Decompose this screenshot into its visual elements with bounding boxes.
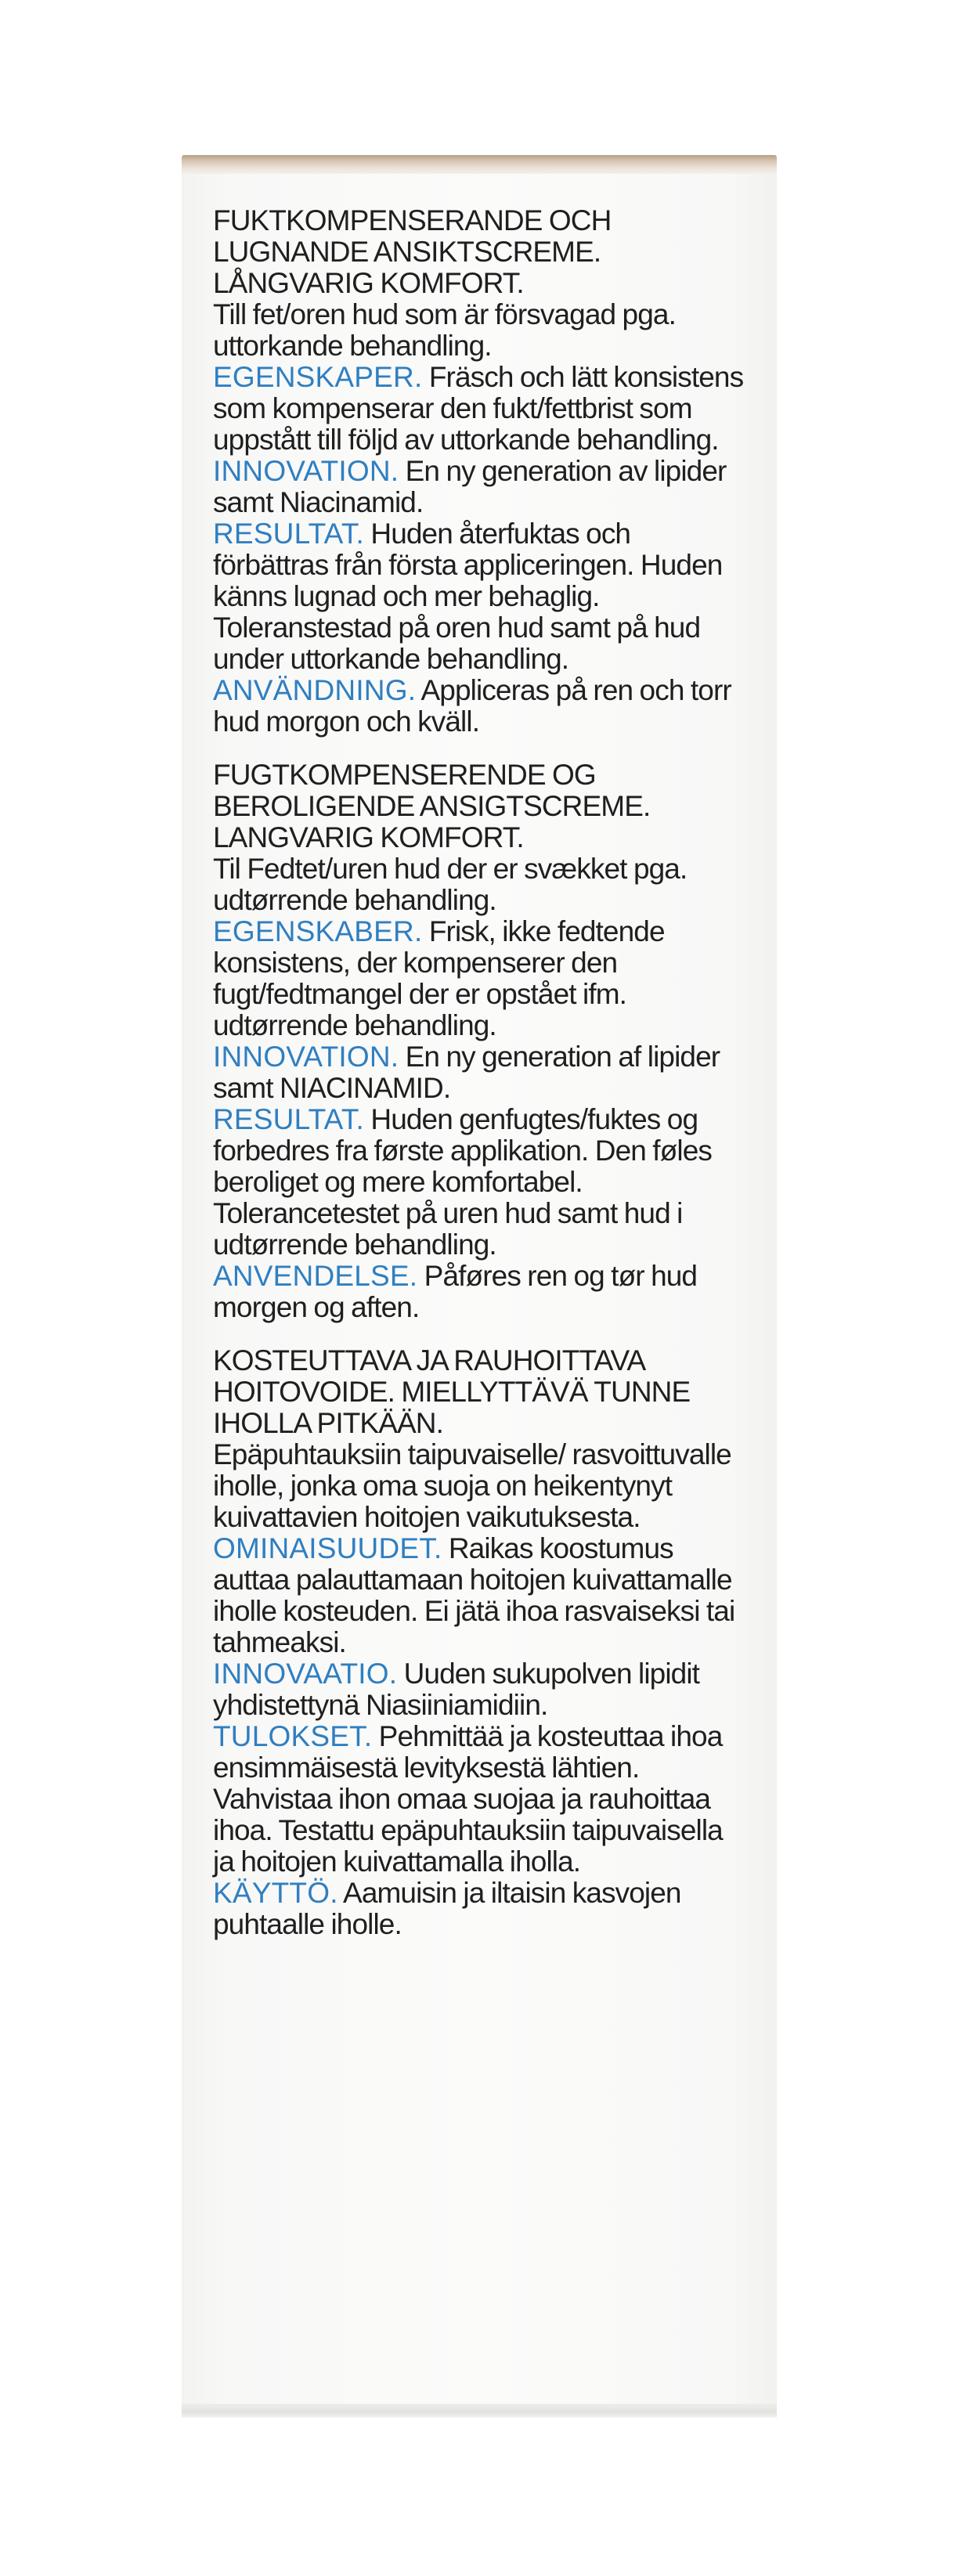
properties-label: EGENSKAPER. [213, 361, 423, 393]
results-paragraph [213, 518, 745, 675]
properties-text: Raikas koostumus auttaa palauttamaan hoitojen kuivattamalle iholle kosteuden. Ei jätä ihoa rasvaiseksi tai tahmeaksi. [213, 1532, 735, 1658]
innovation-label: INNOVATION. [213, 1041, 399, 1073]
properties-text: Frisk, ikke fedtende konsistens, der kompenserer den fugt/fedtmangel der er opstået ifm. udtørrende behandling. [213, 915, 665, 1041]
usage-paragraph [213, 675, 745, 738]
section-swedish [213, 205, 745, 738]
usage-paragraph [213, 1878, 745, 1940]
innovation-label: INNOVATION. [213, 455, 399, 487]
usage-label: ANVENDELSE. [213, 1260, 418, 1292]
properties-label: OMINAISUUDET. [213, 1532, 442, 1564]
headline: FUGTKOMPENSERENDE OG BEROLIGENDE ANSIGTSCREME. LANGVARIG KOMFORT. [213, 759, 651, 853]
section-finnish [213, 1345, 745, 1940]
properties-paragraph [213, 362, 745, 456]
innovation-paragraph [213, 1041, 745, 1104]
properties-paragraph [213, 916, 745, 1041]
results-text: Huden genfugtes/fuktes og forbedres fra første applikation. Den føles beroliget og mere komfortabel. Tolerancetestet på uren hud samt hud i udtørrende behandling. [213, 1103, 712, 1261]
innovation-text: En ny generation av lipider samt Niacinamid. [213, 455, 727, 518]
box-top-edge [182, 155, 777, 175]
innovation-label: INNOVAATIO. [213, 1658, 398, 1690]
innovation-paragraph [213, 1658, 745, 1721]
properties-label: EGENSKABER. [213, 915, 423, 947]
box-bottom-edge [182, 2404, 777, 2418]
usage-text: Appliceras på ren och torr hud morgon och kväll. [213, 674, 731, 738]
usage-paragraph [213, 1261, 745, 1323]
section-danish [213, 759, 745, 1323]
usage-label: ANVÄNDNING. [213, 674, 417, 706]
intro: Epäpuhtauksiin taipuvaiselle/ rasvoittuvalle iholle, jonka oma suoja on heikentynyt kuivattavien hoitojen vaikutuksesta. [213, 1438, 731, 1533]
results-text: Huden återfuktas och förbättras från första appliceringen. Huden känns lugnad och mer behaglig. Toleranstestad på oren hud samt på hud under uttorkande behandling. [213, 518, 723, 675]
results-label: RESULTAT. [213, 1103, 364, 1135]
innovation-text: En ny generation af lipider samt NIACINAMID. [213, 1041, 720, 1104]
properties-text: Fräsch och lätt konsistens som kompenserar den fukt/fettbrist som uppstått till följd av uttorkande behandling. [213, 361, 744, 456]
results-label: TULOKSET. [213, 1720, 373, 1752]
properties-paragraph [213, 1533, 745, 1658]
usage-label: KÄYTTÖ. [213, 1877, 338, 1909]
innovation-text: Uuden sukupolven lipidit yhdistettynä Niasiiniamidiin. [213, 1658, 700, 1721]
intro: Till fet/oren hud som är försvagad pga. uttorkande behandling. [213, 298, 676, 362]
results-paragraph [213, 1104, 745, 1261]
product-text-column [213, 205, 745, 1962]
results-label: RESULTAT. [213, 518, 364, 550]
usage-text: Påføres ren og tør hud morgen og aften. [213, 1260, 698, 1323]
intro: Til Fedtet/uren hud der er svækket pga. udtørrende behandling. [213, 853, 688, 916]
usage-text: Aamuisin ja iltaisin kasvojen puhtaalle iholle. [213, 1877, 681, 1940]
results-text: Pehmittää ja kosteuttaa ihoa ensimmäisestä levityksestä lähtien. Vahvistaa ihon omaa suojaa ja rauhoittaa ihoa. Testattu epäpuhtauksiin taipuvaisella ja hoitojen kuivattamalla iholla. [213, 1720, 723, 1878]
headline: FUKTKOMPENSERANDE OCH LUGNANDE ANSIKTSCREME. LÅNGVARIG KOMFORT. [213, 204, 612, 299]
innovation-paragraph [213, 456, 745, 518]
headline: KOSTEUTTAVA JA RAUHOITTAVA HOITOVOIDE. MIELLYTTÄVÄ TUNNE IHOLLA PITKÄÄN. [213, 1344, 691, 1439]
results-paragraph [213, 1721, 745, 1878]
